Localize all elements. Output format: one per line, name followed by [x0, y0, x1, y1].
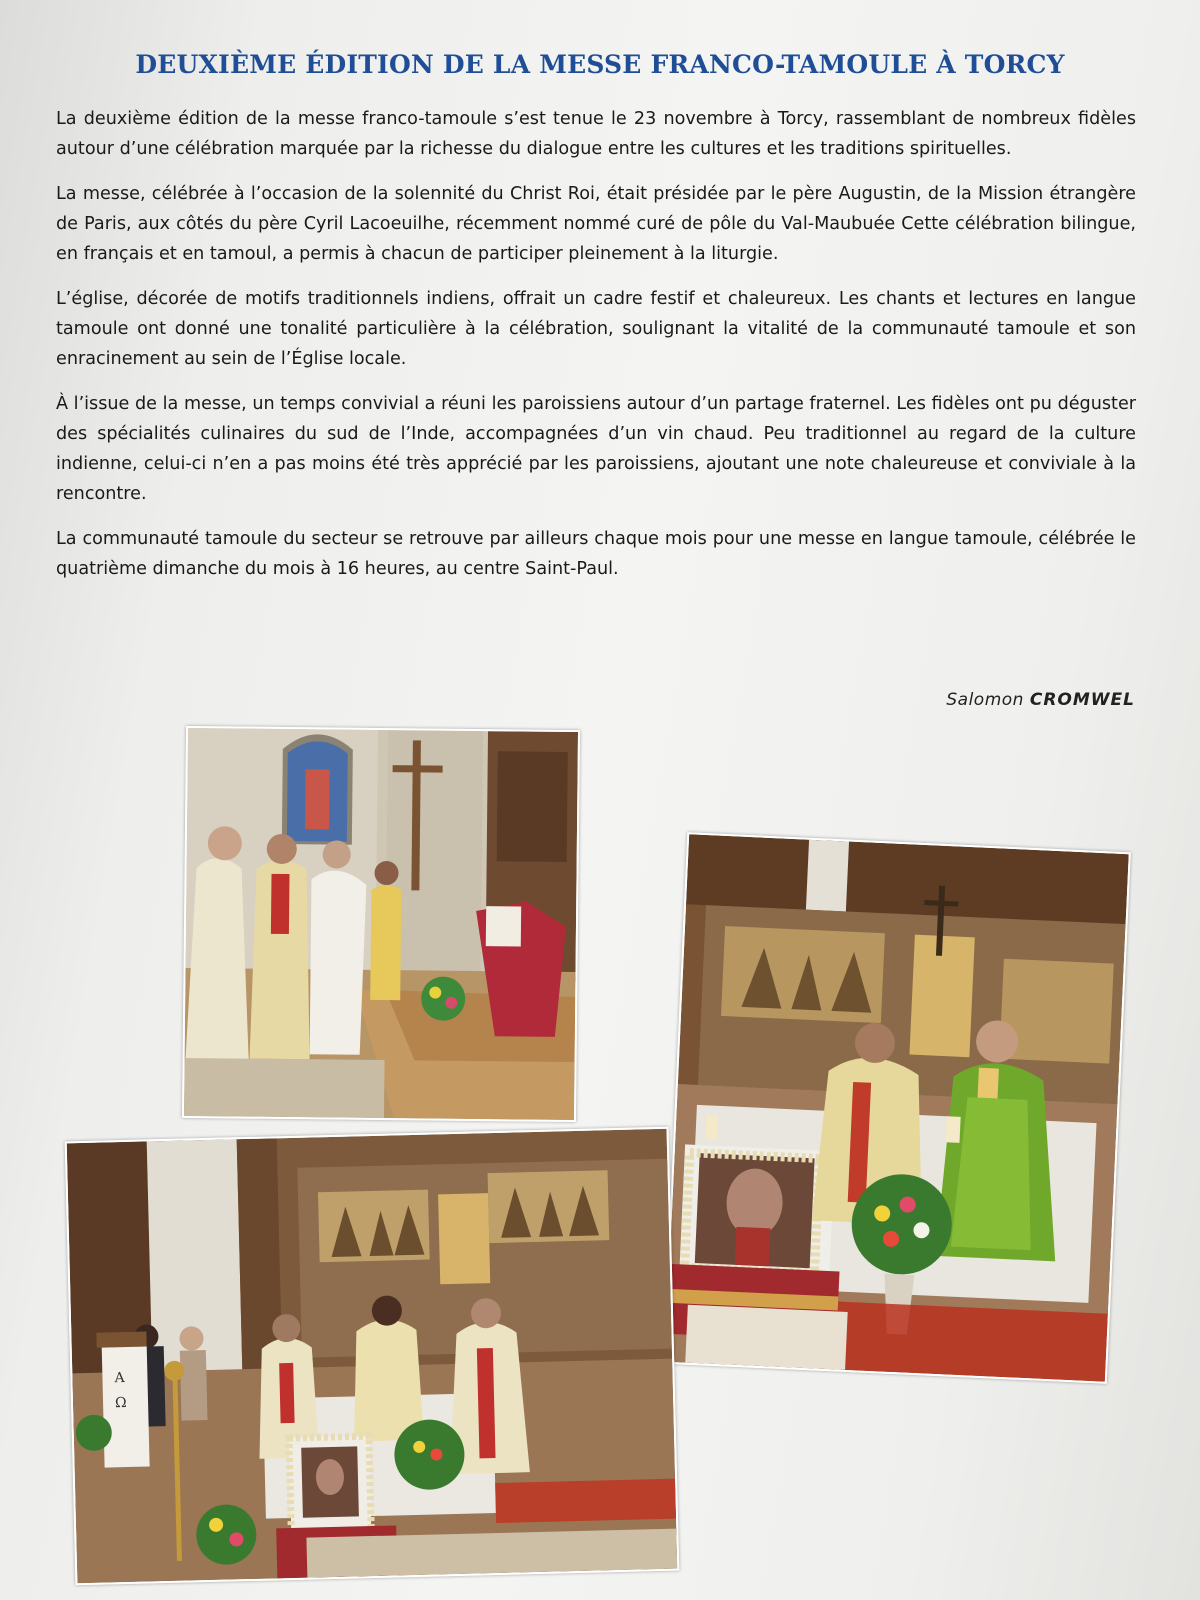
article-title: DEUXIÈME ÉDITION DE LA MESSE FRANCO-TAMOULE À TORCY — [135, 50, 1065, 79]
author-last-name: CROMWEL — [1029, 690, 1135, 710]
omega-letter: Ω — [114, 1395, 127, 1412]
paragraph-2: La messe, célébrée à l’occasion de la solennité du Christ Roi, était présidée par le père Augustin, de la Mission étrangère de Paris, aux côtés du père Cyril Lacoeuilhe, récemment nommé curé de pôle du Val-Maubuée Cette célébration bilingue, en français et en tamoul, a permis à chacun de participer pleinement à la liturgie. — [56, 184, 1136, 264]
alpha-letter: A — [114, 1370, 125, 1387]
procession-image — [184, 728, 578, 1120]
paragraph-4: À l’issue de la messe, un temps convivial a réuni les paroissiens autour d’un partage fraternel. Les fidèles ont pu déguster des spécialités culinaires du sud de l’Inde, accompagnées d’un vin chaud. Peu traditionnel au regard de la culture indienne, celui-ci n’en a pas moins été très apprécié par les paroissiens, ajoutant une note chaleureuse et conviviale à la rencontre. — [56, 394, 1136, 504]
paragraph-1: La deuxième édition de la messe franco-tamoule s’est tenue le 23 novembre à Torcy, rassemblant de nombreux fidèles autour d’une célébration marquée par la richesse du dialogue entre les cultures et les traditions spirituelles. — [56, 109, 1136, 159]
article-body — [56, 104, 1136, 599]
photo-altar-priests — [663, 832, 1131, 1384]
author-signature — [946, 690, 1135, 710]
paragraph-3: L’église, décorée de motifs traditionnels indiens, offrait un cadre festif et chaleureux. Les chants et lectures en langue tamoule ont donné une tonalité particulière à la célébration, soulignant la vitalité de la communauté tamoule et son enracinement au sein de l’Église locale. — [56, 289, 1136, 369]
choir-wide-image — [67, 1129, 678, 1584]
author-first-name: Salomon — [946, 690, 1024, 710]
photo-procession — [182, 726, 580, 1122]
paragraph-5: La communauté tamoule du secteur se retrouve par ailleurs chaque mois pour une messe en langue tamoule, célébrée le quatrième dimanche du mois à 16 heures, au centre Saint-Paul. — [56, 529, 1136, 579]
photo-choir-wide — [65, 1127, 680, 1586]
altar-priests-image — [665, 834, 1128, 1381]
